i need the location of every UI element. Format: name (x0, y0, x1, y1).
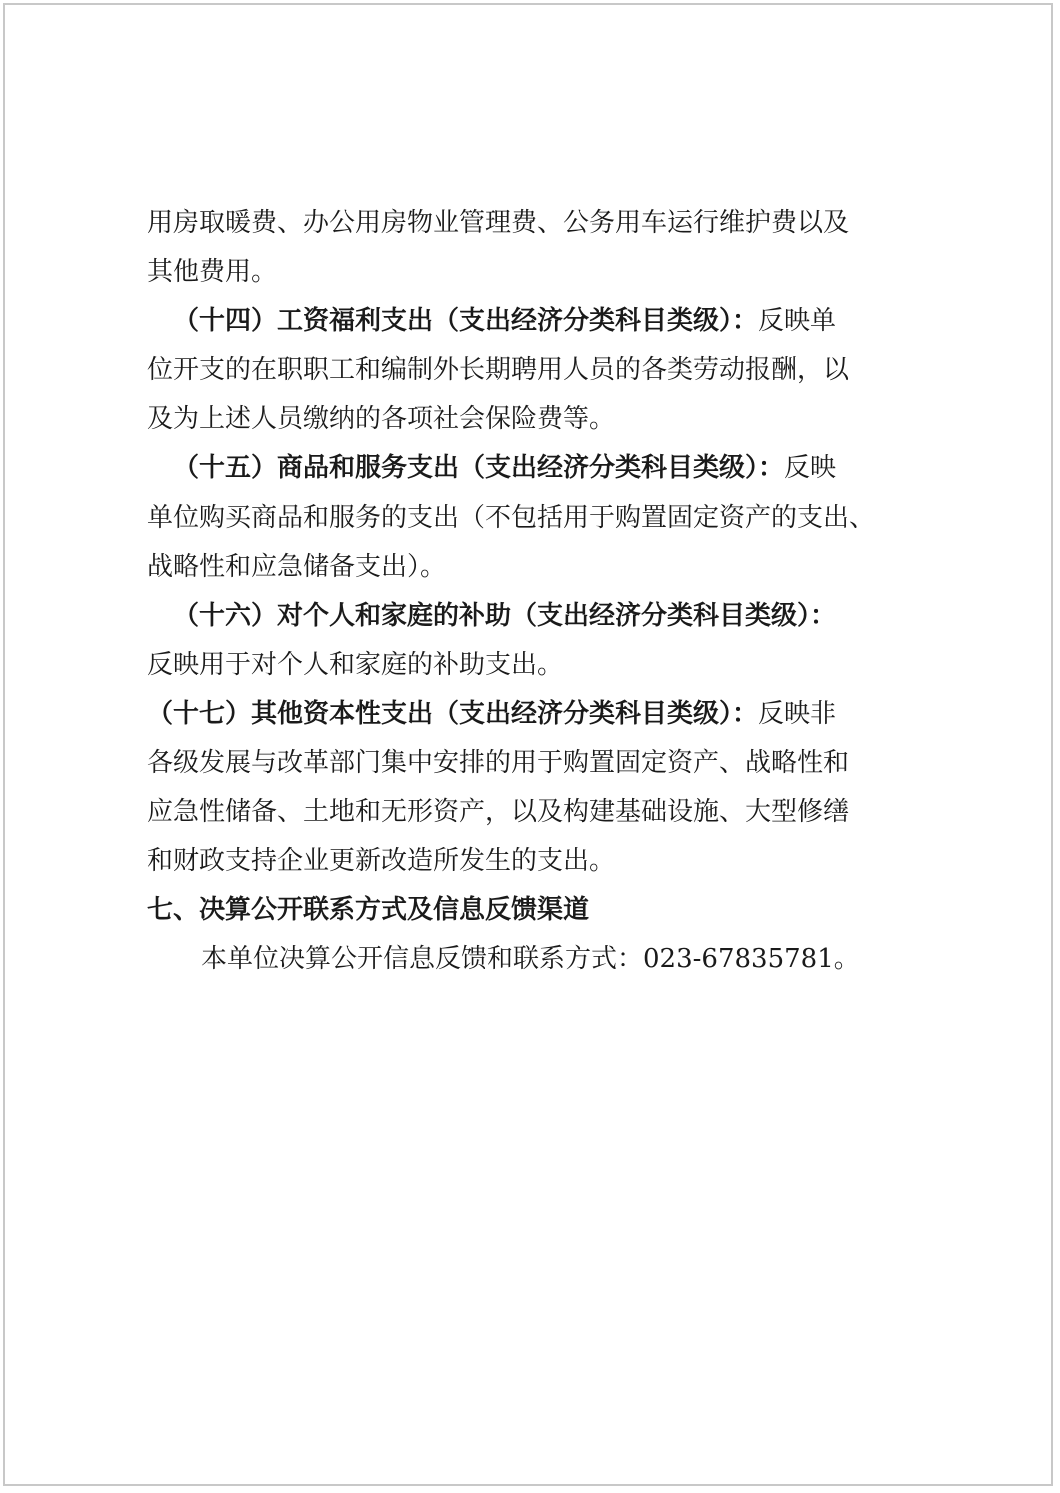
paragraph-17-line-2: 各级发展与改革部门集中安排的用于购置固定资产、战略性和 (147, 748, 850, 778)
paragraph-13-line-1: 用房取暖费、办公用房物业管理费、公务用车运行维护费以及 (147, 208, 850, 238)
paragraph-15-heading: （十五）商品和服务支出（支出经济分类科目类级）： (173, 453, 785, 483)
paragraph-14-line-3: 及为上述人员缴纳的各项社会保险费等。 (147, 404, 616, 434)
paragraph-15-line-1 (173, 448, 836, 488)
paragraph-13-line-2: 其他费用。 (147, 257, 278, 287)
paragraph-17-line-1-tail: 反映非 (758, 699, 837, 729)
section-7-heading: 七、决算公开联系方式及信息反馈渠道 (147, 895, 590, 925)
paragraph-16-heading: （十六）对个人和家庭的补助（支出经济分类科目类级）： (173, 601, 837, 631)
paragraph-15-line-3: 战略性和应急储备支出）。 (147, 552, 447, 582)
paragraph-14-line-2: 位开支的在职职工和编制外长期聘用人员的各类劳动报酬，以 (147, 355, 850, 385)
paragraph-16-line-1 (173, 596, 836, 636)
paragraph-14-heading: （十四）工资福利支出（支出经济分类科目类级）： (173, 306, 759, 336)
paragraph-17-heading: （十七）其他资本性支出（支出经济分类科目类级）： (147, 699, 759, 729)
paragraph-16-line-2: 反映用于对个人和家庭的补助支出。 (147, 650, 564, 680)
paragraph-14-line-1-tail: 反映单 (758, 306, 837, 336)
paragraph-17-line-1 (147, 694, 836, 734)
paragraph-15-line-2: 单位购买商品和服务的支出（不包括用于购置固定资产的支出、 (147, 503, 876, 533)
paragraph-15-line-1-tail: 反映 (784, 453, 837, 483)
paragraph-17-line-3: 应急性储备、土地和无形资产，以及构建基础设施、大型修缮 (147, 797, 850, 827)
paragraph-17-line-4: 和财政支持企业更新改造所发生的支出。 (147, 846, 616, 876)
document-page (3, 3, 1053, 1486)
paragraph-14-line-1 (173, 301, 836, 341)
section-7-contact-text: 本单位决算公开信息反馈和联系方式：023-67835781。 (201, 944, 860, 974)
